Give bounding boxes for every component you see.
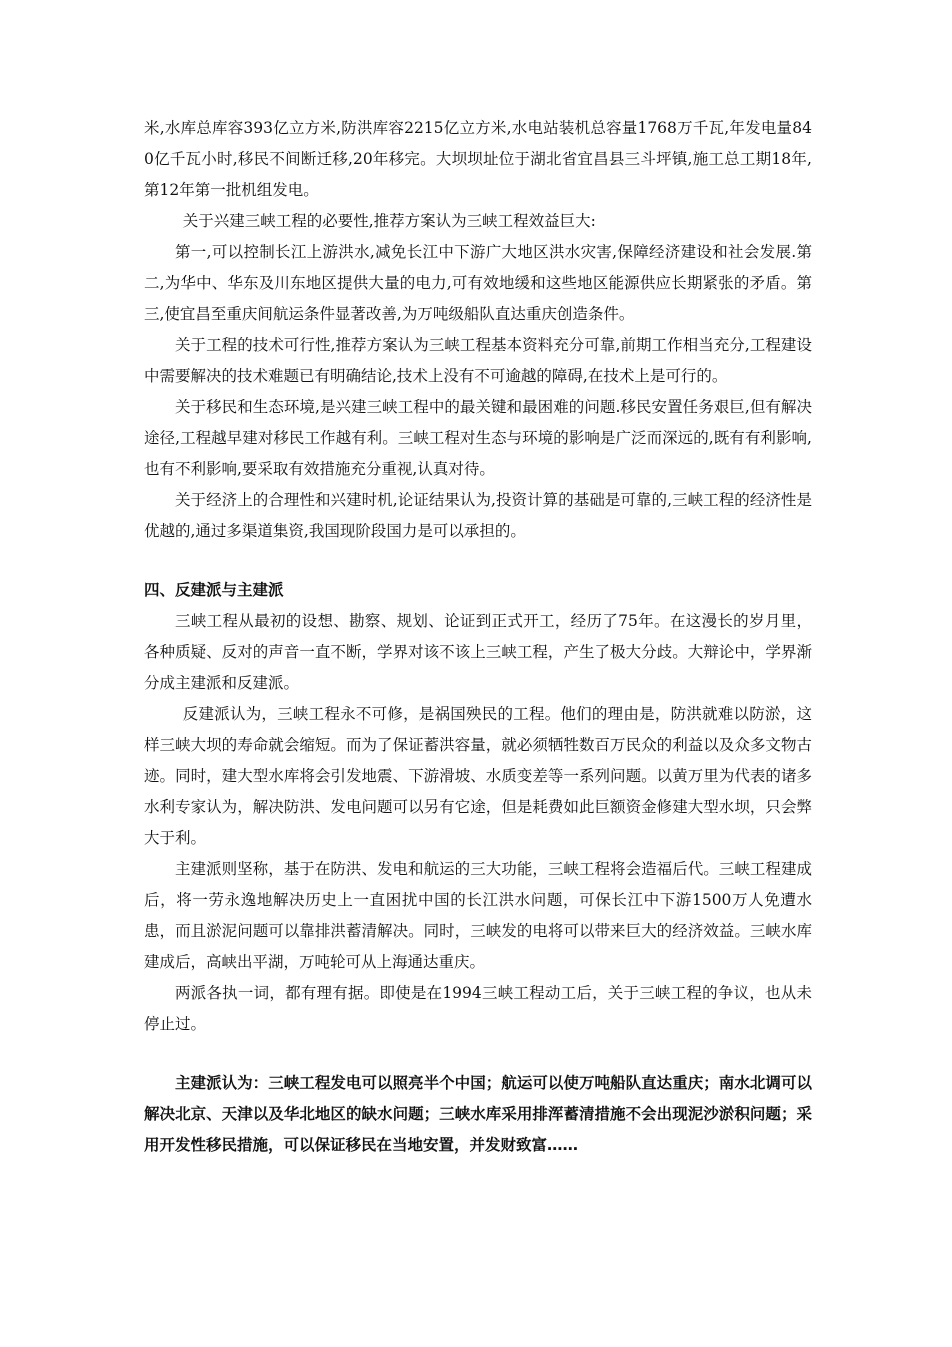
spacer xyxy=(144,1040,812,1068)
paragraph-benefits: 第一,可以控制长江上游洪水,减免长江中下游广大地区洪水灾害,保障经济建设和社会发展.第二,为华中、华东及川东地区提供大量的电力,可有效地缓和这些地区能源供应长期紧张的矛盾。第三,使宜昌至重庆间航运条件显著改善,为万吨级船队直达重庆创造条件。 xyxy=(144,243,812,323)
paragraph-opposition: 反建派认为，三峡工程永不可修，是祸国殃民的工程。他们的理由是，防洪就难以防淤，这样三峡大坝的寿命就会缩短。而为了保证蓄洪容量，就必须牺牲数百万民众的利益以及众多文物古迹。同时，建大型水库将会引发地震、下游滑坡、水质变差等一系列问题。以黄万里为代表的诸多水利专家认为，解决防洪、发电问题可以另有它途，但是耗费如此巨额资金修建大型水坝，只会弊大于利。 xyxy=(144,705,812,847)
paragraph-migration-ecology: 关于移民和生态环境,是兴建三峡工程中的最关键和最困难的问题.移民安置任务艰巨,但有解决途径,工程越早建对移民工作越有利。三峡工程对生态与环境的影响是广泛而深远的,既有有利影响,也有不利影响,要采取有效措施充分重视,认真对待。 xyxy=(144,398,812,478)
paragraph-continuation: 米,水库总库容393亿立方米,防洪库容2215亿立方米,水电站装机总容量1768万千瓦,年发电量840亿千瓦小时,移民不间断迁移,20年移完。大坝坝址位于湖北省宜昌县三斗坪镇,施工总工期18年,第12年第一批机组发电。 xyxy=(144,119,812,199)
bold-summary-paragraph: 主建派认为：三峡工程发电可以照亮半个中国；航运可以使万吨船队直达重庆；南水北调可以解决北京、天津以及华北地区的缺水问题；三峡水库采用排浑蓄清措施不会出现泥沙淤积问题；采用开发性移民措施，可以保证移民在当地安置，并发财致富…… xyxy=(144,1074,812,1154)
paragraph-economics: 关于经济上的合理性和兴建时机,论证结果认为,投资计算的基础是可靠的,三峡工程的经济性是优越的,通过多渠道集资,我国现阶段国力是可以承担的。 xyxy=(144,491,812,540)
paragraph-history: 三峡工程从最初的设想、勘察、规划、论证到正式开工，经历了75年。在这漫长的岁月里，各种质疑、反对的声音一直不断，学界对该不该上三峡工程，产生了极大分歧。大辩论中，学界渐分成主建派和反建派。 xyxy=(144,612,812,692)
section-heading: 四、反建派与主建派 xyxy=(144,581,284,599)
spacer xyxy=(144,547,812,575)
paragraph-debate: 两派各执一词，都有理有据。即使是在1994三峡工程动工后，关于三峡工程的争议，也从未停止过。 xyxy=(144,984,812,1033)
document-page xyxy=(144,113,812,1161)
paragraph-support: 主建派则坚称，基于在防洪、发电和航运的三大功能，三峡工程将会造福后代。三峡工程建成后，将一劳永逸地解决历史上一直困扰中国的长江洪水问题，可保长江中下游1500万人免遭水患，而且淤泥问题可以靠排洪蓄清解决。同时，三峡发的电将可以带来巨大的经济效益。三峡水库建成后，高峡出平湖，万吨轮可从上海通达重庆。 xyxy=(144,860,812,971)
paragraph-necessity-intro: 关于兴建三峡工程的必要性,推荐方案认为三峡工程效益巨大: xyxy=(182,212,596,230)
paragraph-technical-feasibility: 关于工程的技术可行性,推荐方案认为三峡工程基本资料充分可靠,前期工作相当充分,工程建设中需要解决的技术难题已有明确结论,技术上没有不可逾越的障碍,在技术上是可行的。 xyxy=(144,336,812,385)
